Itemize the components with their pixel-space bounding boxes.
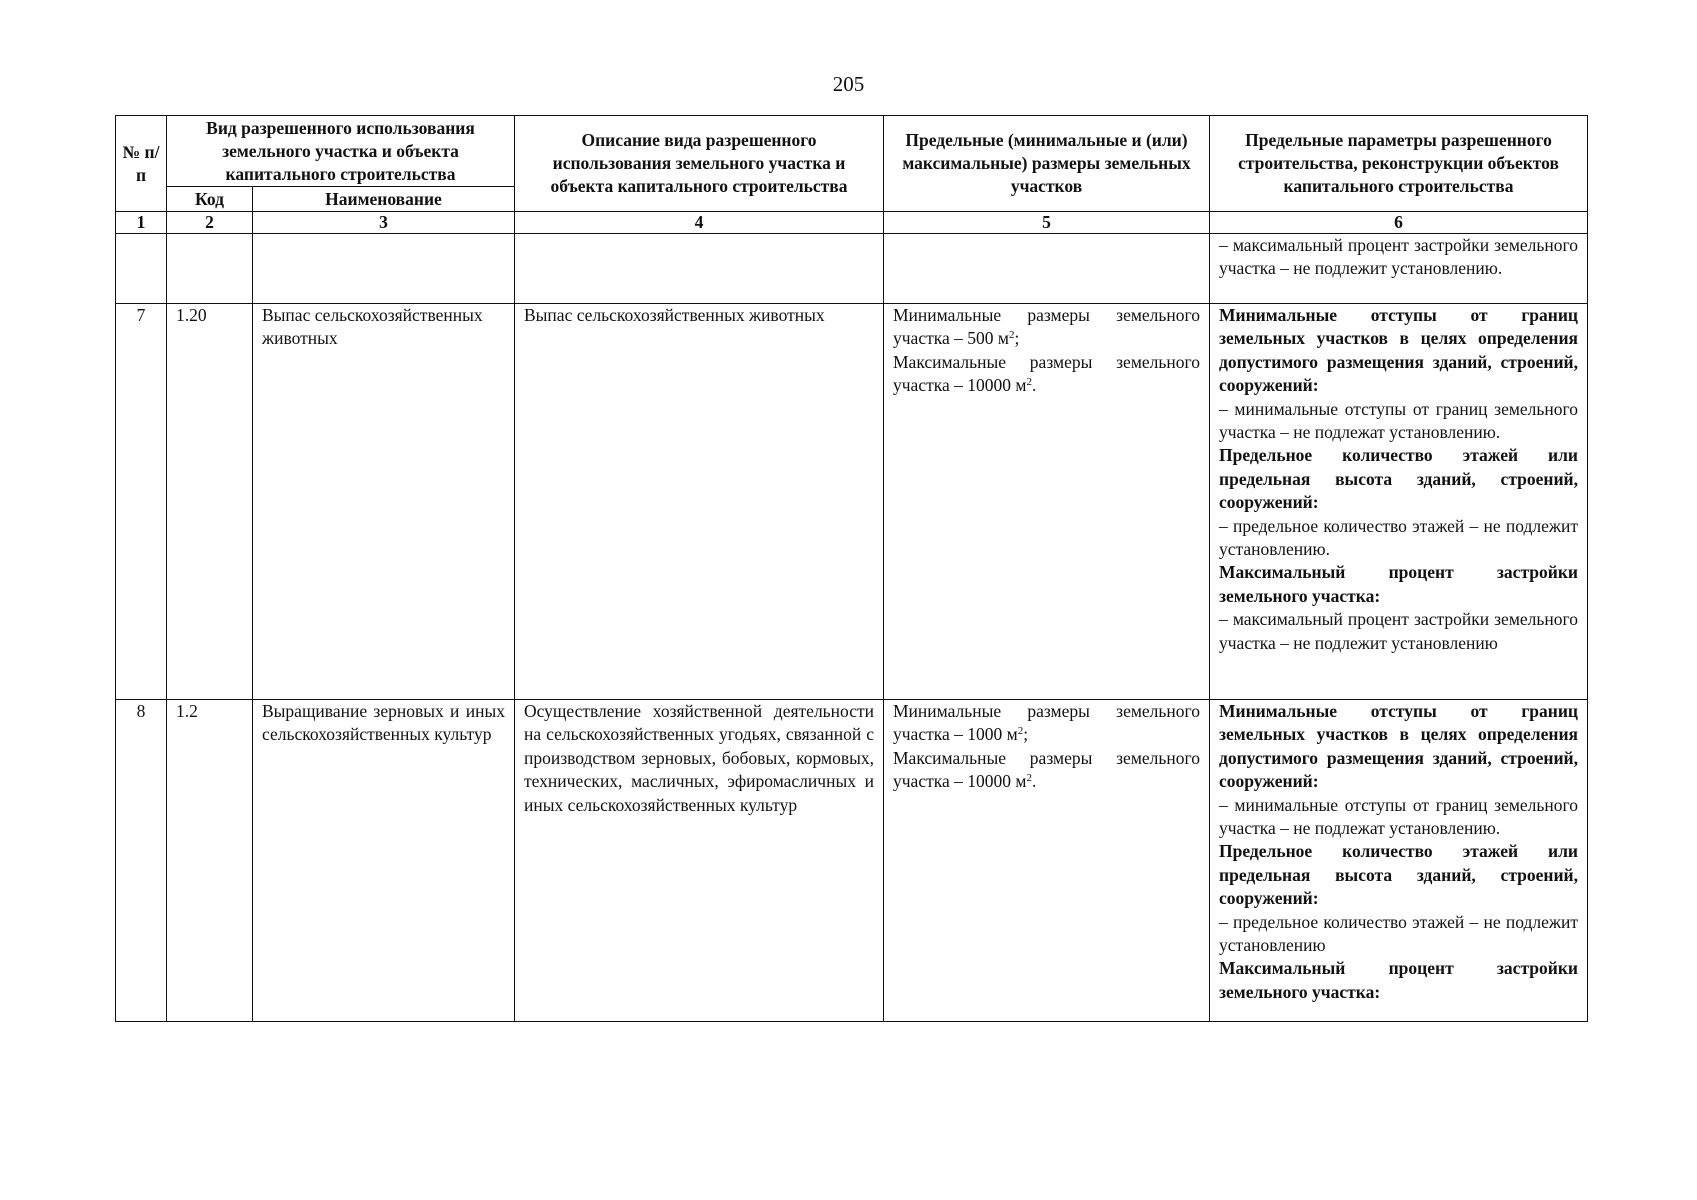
cell-empty	[116, 234, 167, 304]
cell-plot-sizes: Минимальные размеры земельного участка – 1000 $м^2$; Максимальные размеры земельного участка – 10000 $м^2$.	[884, 700, 1210, 1022]
params-heading-floors: Предельное количество этажей или предельная высота зданий, строений, сооружений:	[1219, 841, 1578, 909]
params-heading-floors: Предельное количество этажей или предельная высота зданий, строений, сооружений:	[1219, 445, 1578, 513]
table-row	[116, 700, 1588, 1022]
cell-empty	[884, 234, 1210, 304]
column-number: 1	[116, 212, 167, 234]
table-row-continuation	[116, 234, 1588, 304]
cell-plot-sizes: Минимальные размеры земельного участка – 500 $м^2$; Максимальные размеры земельного участка – 10000 $м^2$.	[884, 304, 1210, 700]
header-code: Код	[167, 187, 253, 212]
params-setbacks-value: – минимальные отступы от границ земельного участка – не подлежат установлению.	[1219, 794, 1578, 839]
params-floors-value: – предельное количество этажей – не подлежит установлению.	[1219, 515, 1578, 560]
cell-empty	[515, 234, 884, 304]
params-floors-value: – предельное количество этажей – не подлежит установлению	[1219, 911, 1578, 956]
table-row	[116, 304, 1588, 700]
cell-description: Осуществление хозяйственной деятельности на сельскохозяйственных угодьях, связанной с производством зерновых, бобовых, кормовых, технических, масличных, эфиромасличных и иных сельскохозяйственных культур	[515, 700, 884, 1022]
header-name: Наименование	[253, 187, 515, 212]
cell-empty	[167, 234, 253, 304]
header-description: Описание вида разрешенного использования земельного участка и объекта капитального строительства	[515, 116, 884, 212]
cell-build-params	[1210, 304, 1588, 700]
params-heading-setbacks: Минимальные отступы от границ земельных участков в целях определения допустимого размещения зданий, строений, сооружений:	[1219, 701, 1578, 792]
cell-build-params	[1210, 700, 1588, 1022]
page-number: 205	[832, 72, 865, 96]
params-heading-setbacks: Минимальные отступы от границ земельных участков в целях определения допустимого размещения зданий, строений, сооружений:	[1219, 305, 1578, 396]
params-coverage-value: – максимальный процент застройки земельного участка – не подлежит установлению	[1219, 609, 1578, 653]
params-heading-coverage: Максимальный процент застройки земельного участка:	[1219, 958, 1578, 1002]
cell-num: 7	[116, 304, 167, 700]
column-number: 6	[1210, 212, 1588, 234]
header-num: № п/п	[116, 116, 167, 212]
cell-code: 1.20	[167, 304, 253, 700]
column-number: 4	[515, 212, 884, 234]
params-heading-coverage: Максимальный процент застройки земельного участка:	[1219, 562, 1578, 606]
cell-params-continuation: – максимальный процент застройки земельного участка – не подлежит установлению.	[1210, 234, 1588, 304]
params-setbacks-value: – минимальные отступы от границ земельного участка – не подлежат установлению.	[1219, 398, 1578, 443]
zoning-regulations-table	[115, 115, 1588, 1022]
column-number: 5	[884, 212, 1210, 234]
column-number: 2	[167, 212, 253, 234]
cell-empty	[253, 234, 515, 304]
cell-num: 8	[116, 700, 167, 1022]
cell-description: Выпас сельскохозяйственных животных	[515, 304, 884, 700]
column-number-row	[116, 212, 1588, 234]
header-build-params: Предельные параметры разрешенного строительства, реконструкции объектов капитального строительства	[1210, 116, 1588, 212]
cell-name: Выращивание зерновых и иных сельскохозяйственных культур	[253, 700, 515, 1022]
column-number: 3	[253, 212, 515, 234]
cell-code: 1.2	[167, 700, 253, 1022]
cell-name: Выпас сельскохозяйственных животных	[253, 304, 515, 700]
header-plot-sizes: Предельные (минимальные и (или) максимальные) размеры земельных участков	[884, 116, 1210, 212]
header-use-type: Вид разрешенного использования земельного участка и объекта капитального строительства	[167, 116, 515, 187]
